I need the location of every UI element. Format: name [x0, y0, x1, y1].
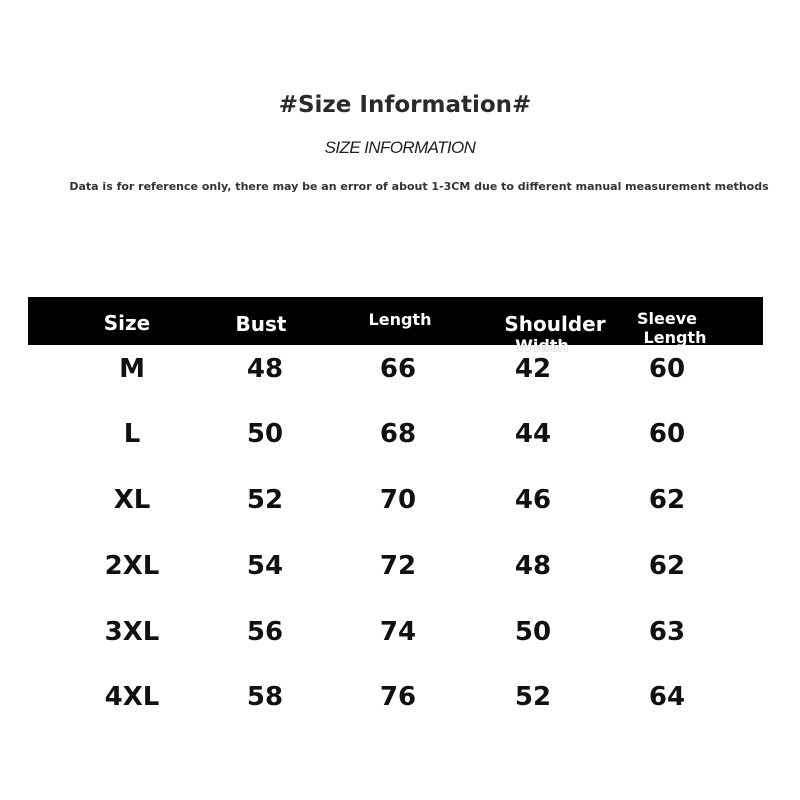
cell-length: 74 [379, 617, 417, 647]
cell-length: 72 [379, 551, 417, 581]
header-sleeve: Sleeve [637, 309, 697, 328]
table-row [0, 612, 800, 652]
cell-size: XL [113, 485, 151, 515]
header-bust: Bust [235, 312, 287, 336]
cell-shoulder-width: 42 [514, 354, 552, 384]
cell-sleeve-length: 62 [648, 551, 686, 581]
table-row [0, 546, 800, 586]
cell-sleeve-length: 64 [648, 682, 686, 712]
cell-sleeve-length: 60 [648, 419, 686, 449]
cell-shoulder-width: 50 [514, 617, 552, 647]
cell-size: 2XL [104, 551, 160, 581]
cell-bust: 50 [246, 419, 284, 449]
cell-length: 66 [379, 354, 417, 384]
cell-size: 3XL [104, 617, 160, 647]
cell-length: 76 [379, 682, 417, 712]
page-subtitle: SIZE INFORMATION [324, 138, 476, 157]
header-size: Size [103, 311, 151, 335]
header-shoulder: Shoulder [504, 312, 606, 336]
cell-bust: 58 [246, 682, 284, 712]
cell-sleeve-length: 63 [648, 617, 686, 647]
cell-size: L [123, 419, 141, 449]
header-length: Length [368, 310, 432, 329]
reference-note: Data is for reference only, there may be an error of about 1-3CM due to different manual measurement methods [69, 180, 769, 193]
table-row [0, 349, 800, 389]
cell-bust: 52 [246, 485, 284, 515]
cell-shoulder-width: 46 [514, 485, 552, 515]
cell-bust: 48 [246, 354, 284, 384]
table-row [0, 414, 800, 454]
cell-shoulder-width: 52 [514, 682, 552, 712]
page-title: #Size Information# [278, 92, 532, 118]
cell-size: M [119, 354, 145, 384]
cell-sleeve-length: 60 [648, 354, 686, 384]
table-row [0, 480, 800, 520]
cell-shoulder-width: 44 [514, 419, 552, 449]
cell-length: 68 [379, 419, 417, 449]
header-shoulder-width: Width [515, 336, 569, 355]
cell-sleeve-length: 62 [648, 485, 686, 515]
table-row [0, 677, 800, 717]
cell-length: 70 [379, 485, 417, 515]
cell-shoulder-width: 48 [514, 551, 552, 581]
cell-size: 4XL [104, 682, 160, 712]
header-sleeve-length: Length [643, 328, 707, 347]
cell-bust: 54 [246, 551, 284, 581]
cell-bust: 56 [246, 617, 284, 647]
